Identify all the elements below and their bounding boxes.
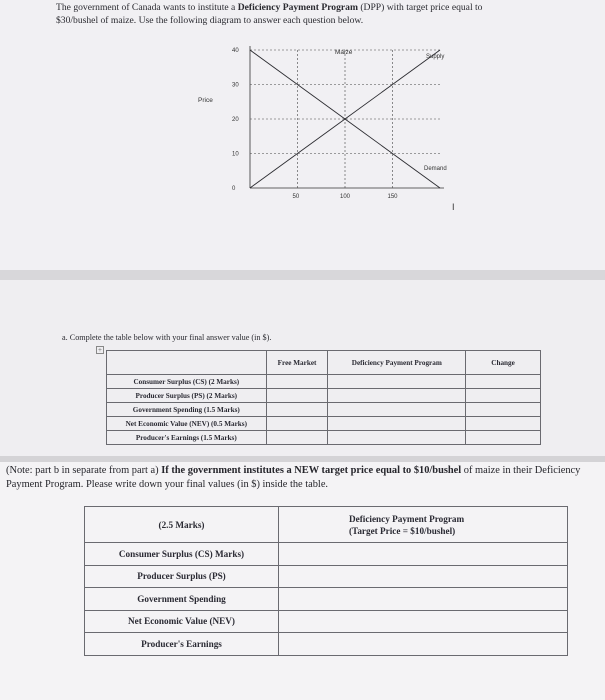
answer-cell[interactable] bbox=[279, 543, 568, 566]
answer-cell[interactable] bbox=[266, 389, 328, 403]
row-label: Producer Surplus (PS) (2 Marks) bbox=[107, 389, 267, 403]
table-row bbox=[85, 610, 568, 633]
row-label: Consumer Surplus (CS) (2 Marks) bbox=[107, 375, 267, 389]
answer-cell[interactable] bbox=[466, 389, 541, 403]
table-header-row bbox=[107, 351, 541, 375]
answer-cell[interactable] bbox=[466, 403, 541, 417]
answer-cell[interactable] bbox=[266, 375, 328, 389]
answer-cell[interactable] bbox=[466, 375, 541, 389]
chart-title: Maize bbox=[335, 49, 353, 56]
part-b-note: (Note: part b in separate from part a) If the government institutes a NEW target price equal to $10/bushel of maize in their Deficiency Payment Program. Please write down your final values (in $) inside the table. bbox=[6, 465, 581, 490]
table-row bbox=[107, 431, 541, 445]
part-a-prompt: a. Complete the table below with your final answer value (in $). bbox=[62, 333, 272, 342]
y-tick-label: 20 bbox=[232, 117, 239, 123]
table-row bbox=[85, 543, 568, 566]
header-cell-empty bbox=[107, 351, 267, 375]
chart-svg bbox=[180, 36, 480, 226]
header-change: Change bbox=[466, 351, 541, 375]
divider bbox=[0, 270, 605, 280]
row-label: Net Economic Value (NEV) (0.5 Marks) bbox=[107, 417, 267, 431]
table-row bbox=[107, 417, 541, 431]
row-label: Government Spending bbox=[85, 588, 279, 611]
x-tick-label: 150 bbox=[387, 194, 398, 200]
y-tick-label: 30 bbox=[232, 82, 239, 89]
header-marks: (2.5 Marks) bbox=[85, 507, 279, 543]
stray-mark: I bbox=[452, 202, 455, 212]
answer-cell[interactable] bbox=[279, 610, 568, 633]
answer-cell[interactable] bbox=[328, 403, 466, 417]
intro-text: The government of Canada wants to institute a Deficiency Payment Program (DPP) with target price equal to $30/bushel of maize. Use the following diagram to answer each question below. bbox=[56, 2, 483, 26]
row-label: Producer's Earnings bbox=[85, 633, 279, 656]
series-label-supply: Supply bbox=[426, 54, 445, 60]
y-tick-label: 0 bbox=[232, 186, 236, 192]
series-label-demand: Demand bbox=[424, 166, 447, 172]
table-row bbox=[85, 588, 568, 611]
answer-cell[interactable] bbox=[279, 565, 568, 588]
intro-program-name: Deficiency Payment Program bbox=[237, 2, 358, 13]
y-tick-label: 10 bbox=[232, 151, 239, 158]
row-label: Net Economic Value (NEV) bbox=[85, 610, 279, 633]
part-a-table bbox=[106, 350, 541, 445]
table-row bbox=[85, 565, 568, 588]
table-move-handle[interactable]: + bbox=[96, 346, 104, 354]
header-dpp-target: Deficiency Payment Program (Target Price = $10/bushel) bbox=[279, 507, 568, 543]
answer-cell[interactable] bbox=[328, 417, 466, 431]
header-dpp: Deficiency Payment Program bbox=[328, 351, 466, 375]
x-tick-label: 50 bbox=[292, 194, 300, 200]
answer-cell[interactable] bbox=[266, 417, 328, 431]
x-tick-label: 100 bbox=[340, 194, 351, 200]
row-label: Government Spending (1.5 Marks) bbox=[107, 403, 267, 417]
table-row bbox=[107, 389, 541, 403]
answer-cell[interactable] bbox=[279, 588, 568, 611]
supply-demand-chart bbox=[180, 36, 480, 226]
answer-cell[interactable] bbox=[466, 417, 541, 431]
row-label: Producer Surplus (PS) bbox=[85, 565, 279, 588]
table-header-row bbox=[85, 507, 568, 543]
table-row bbox=[85, 633, 568, 656]
answer-cell[interactable] bbox=[466, 431, 541, 445]
row-label: Producer's Earnings (1.5 Marks) bbox=[107, 431, 267, 445]
answer-cell[interactable] bbox=[328, 431, 466, 445]
y-axis-label: Price bbox=[198, 96, 213, 104]
table-row bbox=[107, 403, 541, 417]
answer-cell[interactable] bbox=[266, 431, 328, 445]
part-b-table bbox=[84, 506, 568, 656]
y-tick-label: 40 bbox=[232, 48, 239, 54]
table-row bbox=[107, 375, 541, 389]
answer-cell[interactable] bbox=[328, 375, 466, 389]
part-b-note-emphasis: If the government institutes a NEW target price equal to $10/bushel bbox=[161, 465, 462, 476]
answer-cell[interactable] bbox=[266, 403, 328, 417]
answer-cell[interactable] bbox=[328, 389, 466, 403]
row-label: Consumer Surplus (CS) Marks) bbox=[85, 543, 279, 566]
answer-cell[interactable] bbox=[279, 633, 568, 656]
header-free-market: Free Market bbox=[266, 351, 328, 375]
